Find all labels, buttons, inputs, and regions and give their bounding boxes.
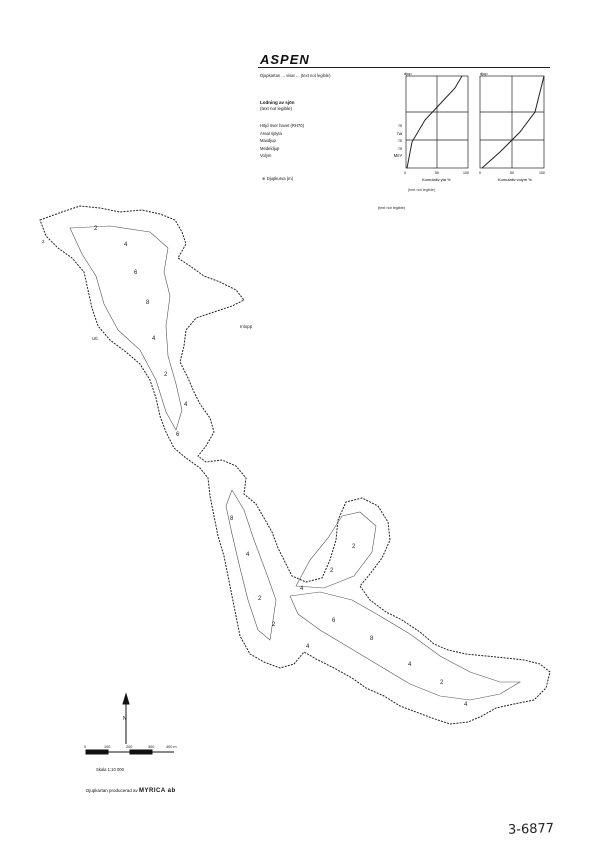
map-note: (text not legible)	[378, 206, 406, 210]
legend-text: Djupkurva (m)	[266, 176, 293, 181]
depth-label: 2	[440, 680, 444, 686]
handwritten-id: 3-6877	[507, 821, 555, 838]
map-title: ASPEN	[260, 52, 310, 67]
tick-label: 50	[510, 171, 514, 175]
depth-contour	[290, 592, 520, 700]
scale-tick: 100	[104, 745, 111, 749]
depth-label: 4	[306, 644, 310, 650]
graph-right-xlabel: Kumulativ volym %	[498, 177, 532, 182]
depth-contour	[70, 226, 182, 430]
credit-line	[86, 788, 176, 794]
depth-label: 4	[464, 702, 468, 708]
depth-label: 4	[184, 402, 188, 408]
survey-note-detail: (text not legible)	[260, 105, 293, 111]
depth-label: 4	[246, 552, 250, 558]
tick-label: 100	[539, 171, 545, 175]
depth-label: 2	[352, 544, 356, 550]
depth-label: 2	[330, 568, 334, 574]
tick-label: 0	[404, 171, 406, 175]
stat-row: Volym Mm³	[260, 153, 402, 158]
stat-row: Medeldjup m	[260, 145, 402, 151]
depth-contour	[226, 490, 276, 640]
graph-right-ylabel: djup	[480, 72, 488, 76]
depth-label: 4	[124, 242, 128, 248]
tick-label: 0	[479, 171, 481, 175]
depth-label: 4	[300, 586, 304, 592]
depth-marker-icon: ⊕	[262, 176, 266, 181]
survey-note-heading: Lodning av sjön	[260, 100, 295, 105]
north-label: N	[123, 716, 127, 722]
scale-text: Skala 1:10 000	[96, 767, 124, 772]
depth-label: 8	[230, 516, 234, 522]
graph-caption: (text not legible)	[408, 188, 436, 192]
depth-contour	[296, 512, 376, 588]
scale-tick: 0	[84, 745, 87, 749]
depth-label: 4	[152, 336, 156, 342]
depth-label: 2	[258, 596, 262, 602]
place-label: 2	[42, 239, 45, 244]
place-label: Inlopp	[240, 324, 253, 329]
tick-label: 50	[435, 171, 439, 175]
depth-label: 2	[94, 226, 98, 232]
stat-row: Höjd över havet (RH70) m	[260, 123, 402, 128]
depth-label: 8	[146, 300, 150, 306]
stat-row: Areal sjöyta ha	[260, 130, 402, 136]
depth-label: 6	[332, 618, 336, 624]
lake-shoreline	[40, 206, 550, 724]
depth-label: 6	[176, 432, 180, 438]
depth-label: 4	[408, 662, 412, 668]
depth-label: 6	[134, 270, 138, 276]
scale-tick: 400 m	[166, 745, 177, 749]
tick-label: 100	[463, 171, 469, 175]
depth-label: 2	[272, 622, 276, 628]
graph-left-ylabel: djup	[404, 72, 412, 76]
credit-prefix: Djupkartan producerad av	[86, 788, 138, 793]
scale-bar	[86, 750, 174, 754]
place-label: Utl.	[92, 336, 99, 341]
graph-left-xlabel: Kumulativ yta %	[422, 177, 451, 182]
map-description: Djupkartan ... visar ... (text not legible)	[260, 73, 331, 78]
depth-label: 8	[370, 636, 374, 642]
scale-tick: 300	[148, 745, 155, 749]
scale-tick: 200	[126, 745, 133, 749]
scale-and-north	[80, 690, 190, 770]
credit-brand: MYRICA ab	[139, 788, 176, 794]
depth-label: 2	[164, 372, 168, 378]
stat-row: Maxdjup m	[260, 138, 402, 143]
